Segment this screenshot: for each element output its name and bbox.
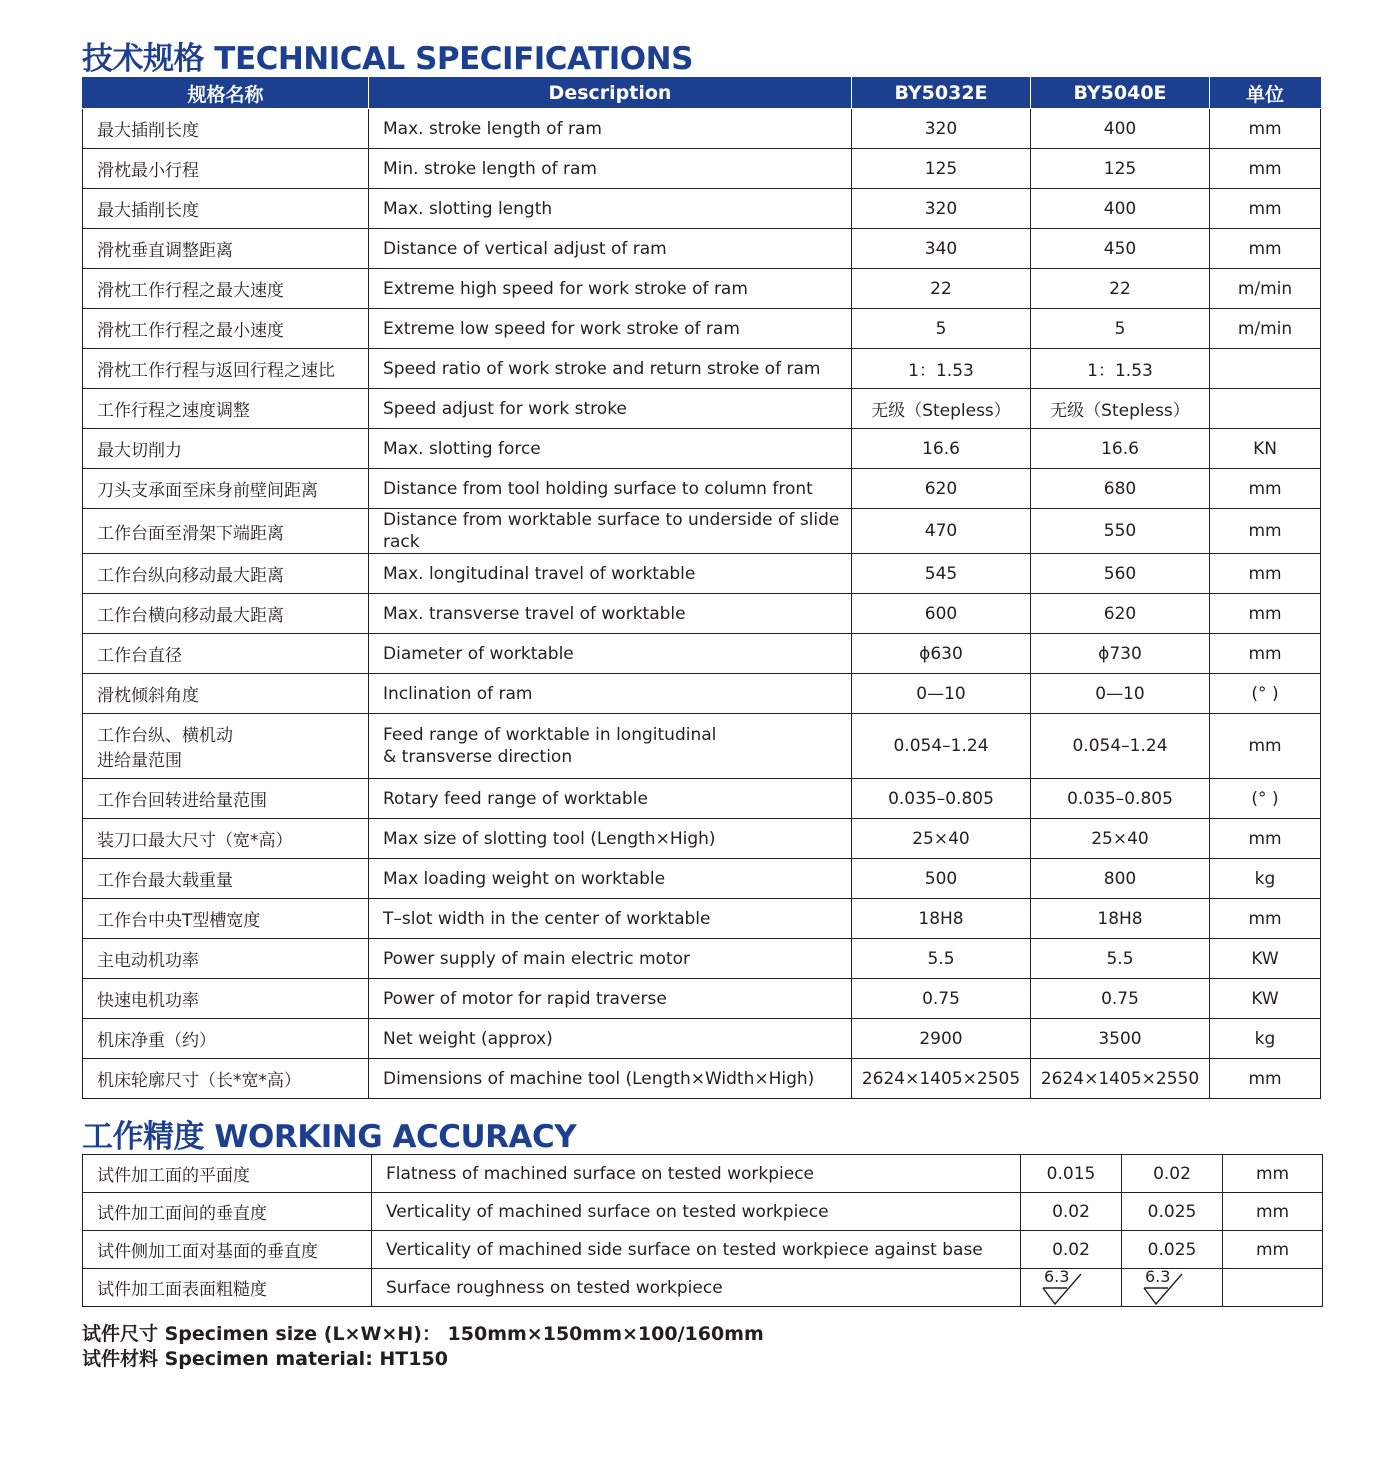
table-row xyxy=(83,349,1321,389)
table-row xyxy=(83,389,1321,429)
spec-value-by5040e: 125 xyxy=(1031,149,1210,189)
spec-unit: KN xyxy=(1210,429,1321,469)
spec-unit: mm xyxy=(1210,509,1321,554)
spec-value-by5032e: 5 xyxy=(852,309,1031,349)
table-row xyxy=(83,429,1321,469)
accuracy-value-by5040e xyxy=(1122,1266,1223,1307)
spec-description: Power of motor for rapid traverse xyxy=(369,979,852,1019)
spec-description: Max. transverse travel of worktable xyxy=(369,594,852,634)
spec-value-by5040e: 0—10 xyxy=(1031,674,1210,714)
spec-value-by5040e: 25×40 xyxy=(1031,819,1210,859)
table-row xyxy=(83,899,1321,939)
spec-description: Max. longitudinal travel of worktable xyxy=(369,554,852,594)
spec-unit: KW xyxy=(1210,939,1321,979)
spec-value-by5040e: 5 xyxy=(1031,309,1210,349)
spec-value-by5032e: 2624×1405×2505 xyxy=(852,1059,1031,1099)
roughness-symbol-icon xyxy=(1142,1266,1202,1306)
table-row xyxy=(83,109,1321,149)
technical-specifications-table xyxy=(82,77,1321,1099)
spec-description: Distance of vertical adjust of ram xyxy=(369,229,852,269)
spec-name-cn: 滑枕倾斜角度 xyxy=(83,674,369,714)
accuracy-value-by5032e: 0.015 xyxy=(1021,1155,1122,1193)
table-row xyxy=(83,1231,1323,1269)
spec-name-cn: 滑枕最小行程 xyxy=(83,149,369,189)
spec-value-by5032e: 620 xyxy=(852,469,1031,509)
spec-unit: mm xyxy=(1210,189,1321,229)
accuracy-value-by5032e: 0.02 xyxy=(1021,1231,1122,1269)
spec-value-by5032e: 125 xyxy=(852,149,1031,189)
spec-unit xyxy=(1210,389,1321,429)
spec-description: Extreme low speed for work stroke of ram xyxy=(369,309,852,349)
spec-value-by5040e: ɸ730 xyxy=(1031,634,1210,674)
spec-value-by5032e: 0.75 xyxy=(852,979,1031,1019)
accuracy-name-cn: 试件加工面表面粗糙度 xyxy=(83,1269,372,1307)
header-model-by5032e: BY5032E xyxy=(852,78,1031,109)
spec-name-cn: 滑枕工作行程与返回行程之速比 xyxy=(83,349,369,389)
spec-description: Feed range of worktable in longitudinal & transverse direction xyxy=(369,714,852,779)
table-row xyxy=(83,309,1321,349)
spec-value-by5032e: 0—10 xyxy=(852,674,1031,714)
spec-unit: kg xyxy=(1210,1019,1321,1059)
spec-unit: m/min xyxy=(1210,309,1321,349)
technical-specifications-title: 技术规格 TECHNICAL SPECIFICATIONS xyxy=(82,41,693,77)
accuracy-unit: mm xyxy=(1223,1155,1323,1193)
table-row xyxy=(83,509,1321,554)
header-unit: 单位 xyxy=(1210,78,1321,109)
spec-value-by5032e: 0.054–1.24 xyxy=(852,714,1031,779)
spec-value-by5040e: 550 xyxy=(1031,509,1210,554)
spec-value-by5040e: 18H8 xyxy=(1031,899,1210,939)
spec-value-by5040e: 0.054–1.24 xyxy=(1031,714,1210,779)
table-row xyxy=(83,979,1321,1019)
table-row xyxy=(83,1059,1321,1099)
spec-unit: (° ) xyxy=(1210,674,1321,714)
table-row xyxy=(83,674,1321,714)
spec-value-by5032e: 320 xyxy=(852,109,1031,149)
spec-name-cn: 工作台中央T型槽宽度 xyxy=(83,899,369,939)
spec-value-by5032e: 600 xyxy=(852,594,1031,634)
table-row xyxy=(83,819,1321,859)
spec-name-cn: 机床净重（约） xyxy=(83,1019,369,1059)
accuracy-name-cn: 试件加工面的平面度 xyxy=(83,1155,372,1193)
spec-value-by5040e: 16.6 xyxy=(1031,429,1210,469)
working-accuracy-table xyxy=(82,1154,1323,1307)
accuracy-description: Verticality of machined surface on tested workpiece xyxy=(372,1193,1021,1231)
roughness-value: 6.3 xyxy=(1145,1266,1171,1286)
spec-value-by5040e: 0.035–0.805 xyxy=(1031,779,1210,819)
spec-name-cn: 快速电机功率 xyxy=(83,979,369,1019)
spec-description: Net weight (approx) xyxy=(369,1019,852,1059)
spec-description: Max. slotting length xyxy=(369,189,852,229)
roughness-value: 6.3 xyxy=(1044,1266,1070,1286)
spec-name-cn: 工作台最大载重量 xyxy=(83,859,369,899)
spec-description: Power supply of main electric motor xyxy=(369,939,852,979)
spec-name-cn: 滑枕垂直调整距离 xyxy=(83,229,369,269)
accuracy-name-cn: 试件侧加工面对基面的垂直度 xyxy=(83,1231,372,1269)
spec-description: Distance from worktable surface to underside of slide rack xyxy=(369,509,852,554)
spec-unit: mm xyxy=(1210,714,1321,779)
accuracy-description: Surface roughness on tested workpiece xyxy=(372,1269,1021,1307)
spec-value-by5032e: 无级（Stepless） xyxy=(852,389,1031,429)
spec-value-by5040e: 560 xyxy=(1031,554,1210,594)
spec-description: Max size of slotting tool (Length×High) xyxy=(369,819,852,859)
spec-name-cn: 刀头支承面至床身前壁间距离 xyxy=(83,469,369,509)
spec-value-by5040e: 3500 xyxy=(1031,1019,1210,1059)
accuracy-unit: mm xyxy=(1223,1193,1323,1231)
table-row xyxy=(83,634,1321,674)
spec-value-by5032e: 340 xyxy=(852,229,1031,269)
spec-unit: mm xyxy=(1210,469,1321,509)
spec-value-by5032e: 16.6 xyxy=(852,429,1031,469)
spec-name-cn: 主电动机功率 xyxy=(83,939,369,979)
spec-unit: mm xyxy=(1210,149,1321,189)
spec-unit: m/min xyxy=(1210,269,1321,309)
spec-name-cn: 工作行程之速度调整 xyxy=(83,389,369,429)
spec-unit: (° ) xyxy=(1210,779,1321,819)
accuracy-description: Flatness of machined surface on tested workpiece xyxy=(372,1155,1021,1193)
spec-unit: mm xyxy=(1210,899,1321,939)
spec-value-by5032e: 545 xyxy=(852,554,1031,594)
accuracy-name-cn: 试件加工面间的垂直度 xyxy=(83,1193,372,1231)
spec-value-by5040e: 0.75 xyxy=(1031,979,1210,1019)
spec-name-cn: 机床轮廓尺寸（长*宽*高） xyxy=(83,1059,369,1099)
accuracy-unit: mm xyxy=(1223,1231,1323,1269)
header-description: Description xyxy=(369,78,852,109)
header-model-by5040e: BY5040E xyxy=(1031,78,1210,109)
table-row xyxy=(83,779,1321,819)
accuracy-value-by5032e: 0.02 xyxy=(1021,1193,1122,1231)
spec-value-by5032e: 320 xyxy=(852,189,1031,229)
table-row xyxy=(83,1269,1323,1307)
working-accuracy-title: 工作精度 WORKING ACCURACY xyxy=(82,1119,577,1155)
spec-value-by5032e: 500 xyxy=(852,859,1031,899)
table-row xyxy=(83,189,1321,229)
spec-description: Speed adjust for work stroke xyxy=(369,389,852,429)
spec-value-by5032e: 1：1.53 xyxy=(852,349,1031,389)
spec-unit: mm xyxy=(1210,819,1321,859)
table-row xyxy=(83,554,1321,594)
spec-description: Max. stroke length of ram xyxy=(369,109,852,149)
spec-value-by5032e: 470 xyxy=(852,509,1031,554)
spec-unit: mm xyxy=(1210,109,1321,149)
spec-description: Distance from tool holding surface to column front xyxy=(369,469,852,509)
spec-description: Extreme high speed for work stroke of ram xyxy=(369,269,852,309)
accuracy-value-by5032e xyxy=(1021,1266,1122,1307)
spec-value-by5040e: 400 xyxy=(1031,109,1210,149)
table-row xyxy=(83,714,1321,779)
spec-name-cn: 最大切削力 xyxy=(83,429,369,469)
table-row xyxy=(83,149,1321,189)
table-row xyxy=(83,859,1321,899)
spec-name-cn: 工作台纵、横机动 进给量范围 xyxy=(83,714,369,779)
table-row xyxy=(83,1019,1321,1059)
table-row xyxy=(83,1155,1323,1193)
spec-value-by5032e: 2900 xyxy=(852,1019,1031,1059)
accuracy-unit xyxy=(1223,1269,1323,1307)
table-row xyxy=(83,1193,1323,1231)
roughness-symbol-icon xyxy=(1041,1266,1101,1306)
spec-value-by5040e: 1：1.53 xyxy=(1031,349,1210,389)
spec-value-by5040e: 800 xyxy=(1031,859,1210,899)
spec-value-by5040e: 22 xyxy=(1031,269,1210,309)
spec-value-by5040e: 2624×1405×2550 xyxy=(1031,1059,1210,1099)
spec-value-by5040e: 450 xyxy=(1031,229,1210,269)
accuracy-value-by5040e: 0.02 xyxy=(1122,1155,1223,1193)
spec-unit: KW xyxy=(1210,979,1321,1019)
spec-unit: kg xyxy=(1210,859,1321,899)
spec-value-by5032e: 0.035–0.805 xyxy=(852,779,1031,819)
spec-description: Min. stroke length of ram xyxy=(369,149,852,189)
spec-value-by5032e: 5.5 xyxy=(852,939,1031,979)
spec-header-row xyxy=(83,78,1321,109)
spec-description: Rotary feed range of worktable xyxy=(369,779,852,819)
spec-description: Dimensions of machine tool (Length×Width×High) xyxy=(369,1059,852,1099)
spec-name-cn: 工作台横向移动最大距离 xyxy=(83,594,369,634)
spec-unit: mm xyxy=(1210,634,1321,674)
spec-description: Max loading weight on worktable xyxy=(369,859,852,899)
accuracy-value-by5040e: 0.025 xyxy=(1122,1193,1223,1231)
table-row xyxy=(83,269,1321,309)
spec-description: T–slot width in the center of worktable xyxy=(369,899,852,939)
spec-description: Speed ratio of work stroke and return stroke of ram xyxy=(369,349,852,389)
spec-name-cn: 工作台回转进给量范围 xyxy=(83,779,369,819)
spec-unit: mm xyxy=(1210,594,1321,634)
spec-value-by5032e: 25×40 xyxy=(852,819,1031,859)
spec-value-by5040e: 无级（Stepless） xyxy=(1031,389,1210,429)
spec-unit: mm xyxy=(1210,1059,1321,1099)
spec-description: Max. slotting force xyxy=(369,429,852,469)
accuracy-description: Verticality of machined side surface on tested workpiece against base xyxy=(372,1231,1021,1269)
table-row xyxy=(83,469,1321,509)
spec-name-cn: 最大插削长度 xyxy=(83,189,369,229)
spec-name-cn: 最大插削长度 xyxy=(83,109,369,149)
spec-description: Diameter of worktable xyxy=(369,634,852,674)
spec-value-by5040e: 680 xyxy=(1031,469,1210,509)
table-row xyxy=(83,229,1321,269)
spec-value-by5032e: 18H8 xyxy=(852,899,1031,939)
spec-name-cn: 工作台直径 xyxy=(83,634,369,674)
spec-name-cn: 滑枕工作行程之最小速度 xyxy=(83,309,369,349)
table-row xyxy=(83,594,1321,634)
spec-name-cn: 工作台纵向移动最大距离 xyxy=(83,554,369,594)
spec-description: Inclination of ram xyxy=(369,674,852,714)
spec-name-cn: 工作台面至滑架下端距离 xyxy=(83,509,369,554)
accuracy-value-by5040e: 0.025 xyxy=(1122,1231,1223,1269)
specimen-material-note: 试件材料 Specimen material: HT150 xyxy=(82,1348,448,1370)
spec-name-cn: 滑枕工作行程之最大速度 xyxy=(83,269,369,309)
spec-value-by5040e: 400 xyxy=(1031,189,1210,229)
spec-value-by5040e: 5.5 xyxy=(1031,939,1210,979)
spec-name-cn: 装刀口最大尺寸（宽*高） xyxy=(83,819,369,859)
spec-value-by5032e: ɸ630 xyxy=(852,634,1031,674)
spec-value-by5040e: 620 xyxy=(1031,594,1210,634)
header-name-cn: 规格名称 xyxy=(83,78,369,109)
spec-unit: mm xyxy=(1210,554,1321,594)
specimen-size-note: 试件尺寸 Specimen size (L×W×H)： 150mm×150mm×100/160mm xyxy=(82,1323,764,1345)
spec-unit: mm xyxy=(1210,229,1321,269)
spec-unit xyxy=(1210,349,1321,389)
spec-value-by5032e: 22 xyxy=(852,269,1031,309)
table-row xyxy=(83,939,1321,979)
